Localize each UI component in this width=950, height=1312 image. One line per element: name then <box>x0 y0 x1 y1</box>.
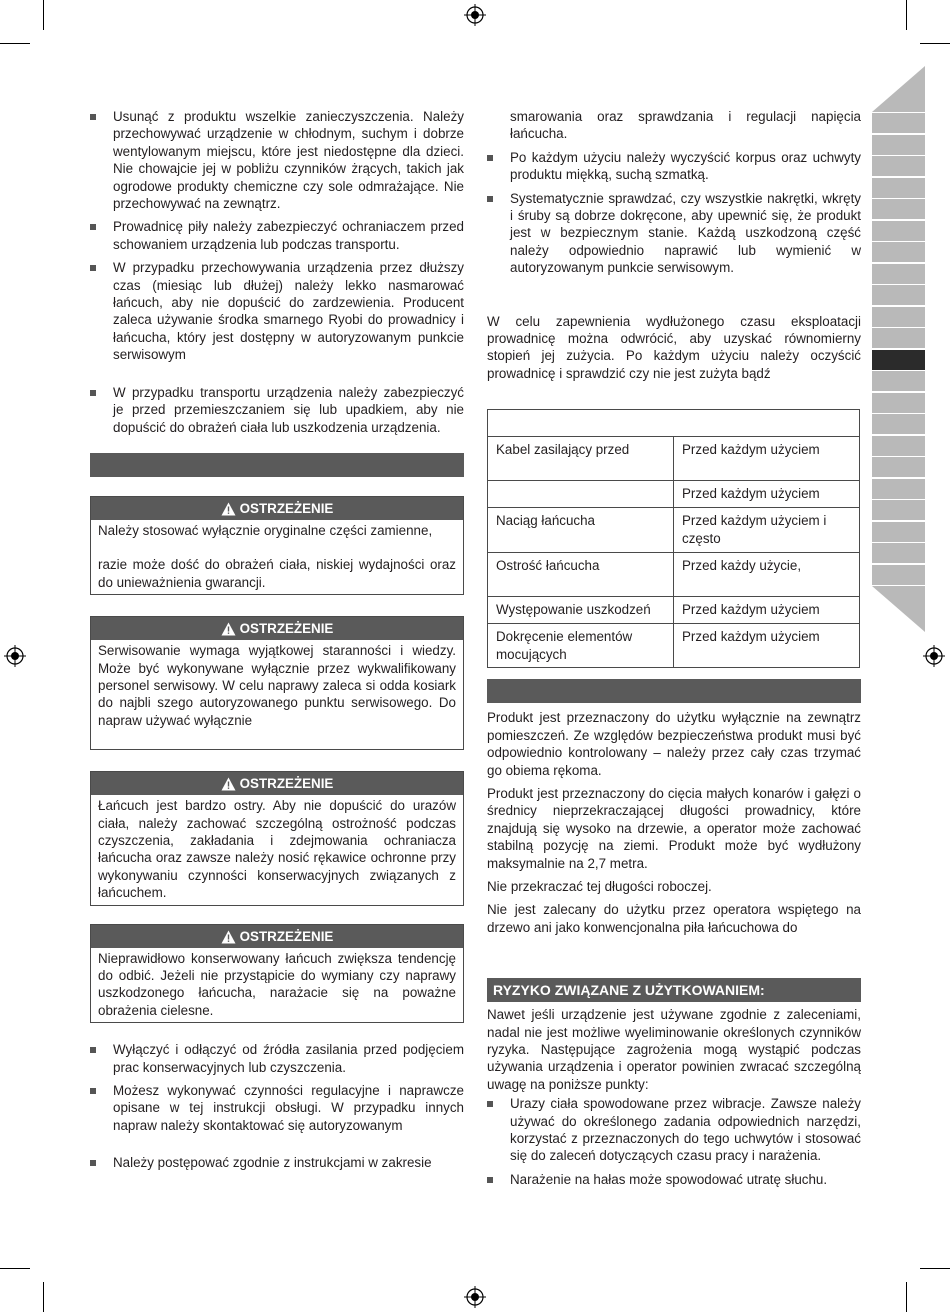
side-tab <box>872 371 925 391</box>
side-tab <box>872 457 925 477</box>
table-cell-item: Występowanie uszkodzeń <box>488 597 674 624</box>
table-cell-item: Ostrość łańcucha <box>488 553 674 597</box>
warning-line: Należy stosować wyłącznie oryginalne części zamienne, <box>98 522 433 538</box>
warning-text <box>91 948 463 1023</box>
list-item: Możesz wykonywać czynności regulacyjne i naprawcze opisane w tej instrukcji obsługi. W przypadku innych napraw należy skontaktować się autoryzowanym <box>90 1082 464 1134</box>
list-item: Prowadnicę piły należy zabezpieczyć ochraniaczem przed schowaniem urządzenia lub podczas transportu. <box>90 218 464 253</box>
crop-line <box>43 1282 44 1312</box>
side-tab <box>872 199 925 219</box>
use-paragraph: Produkt jest przeznaczony do cięcia małych konarów i gałęzi o średnicy nieprzekraczającej długości prowadnicy, które znajdują się wysoko na drzewie, a operator może zachować stabilną pozycję na ziemi. Produkt może być wydłużony maksymalnie na 2,7 metra. <box>487 785 861 871</box>
side-tab <box>872 135 925 155</box>
list-item: Systematycznie sprawdzać, czy wszystkie nakrętki, wkręty i śruby są dobrze dokręcone, aby upewnić się, że produkt jest w bezpiecznym stanie. Każdą uszkodzoną część należy odpowiednio naprawić lub wymienić w autoryzowanym punkcie serwisowym. <box>487 190 861 277</box>
side-tab <box>872 522 925 542</box>
warning-header <box>91 617 463 640</box>
side-tab-header <box>872 66 925 112</box>
table-row <box>488 437 860 481</box>
warning-box <box>90 771 464 905</box>
side-tab <box>872 543 925 563</box>
warning-line: Nieprawidłowo konserwowany łańcuch zwiększa tendencję do odbić. Jeżeli nie przystąpicie do wymiany czy naprawy uszkodzonego łańcucha, narażacie się na poważne obrażenia cielesne. <box>98 950 456 1018</box>
use-paragraph: Produkt jest przeznaczony do użytku wyłącznie na zewnątrz pomieszczeń. Ze względów bezpieczeństwa produkt musi być odpowiednio kontrolowany – należy przez cały czas trzymać go obiema rękoma. <box>487 710 861 778</box>
warning-title: OSTRZEŻENIE <box>239 776 334 792</box>
table-row <box>488 508 860 553</box>
side-tab <box>872 242 925 262</box>
warning-line: Serwisowanie wymaga wyjątkowej staranności i wiedzy. Może być wykonywane wyłącznie przez wykwalifikowany personel serwisowy. W celu naprawy zaleca si odda kosiark do najbli szego autoryzowanego punktu serwisowego. Do napraw używać wyłącznie <box>98 643 456 728</box>
registration-mark-left <box>4 645 26 667</box>
crop-line <box>0 43 30 44</box>
storage-bullets-2 <box>90 384 464 436</box>
warning-title: OSTRZEŻENIE <box>239 621 334 637</box>
registration-mark-bottom <box>464 1286 486 1308</box>
risk-heading: RYZYKO ZWIĄZANE Z UŻYTKOWANIEM: <box>487 978 861 1002</box>
warning-header <box>91 497 463 520</box>
warning-text <box>91 795 463 904</box>
warning-line: razie może dość do obrażeń ciała, niskiej wydajności oraz do unieważnienia gwarancji. <box>98 557 456 590</box>
warning-triangle-icon <box>221 502 236 516</box>
warning-title: OSTRZEŻENIE <box>239 500 334 516</box>
crop-line <box>43 0 44 30</box>
registration-mark-right <box>923 645 945 667</box>
side-tab <box>872 156 925 176</box>
table-row <box>488 553 860 597</box>
crop-line <box>920 43 950 44</box>
table-cell-interval: Przed każdym użyciem i często <box>674 508 860 553</box>
list-item: W przypadku przechowywania urządzenia przez dłuższy czas (miesiąc lub dłużej) należy lekko nasmarować łańcuch, aby nie dopuścić do zardzewienia. Producent zaleca używanie środka smarnego Ryobi do prowadnicy i łańcucha, który jest dostępny w autoryzowanym punkcie serwisowym <box>90 259 464 363</box>
list-item: Urazy ciała spowodowane przez wibracje. Zawsze należy używać do określonego zadania odpowiednich narzędzi, korzystać z przeznaczonych do tego uchwytów i stosować się do zaleceń dotyczących czasu pracy i narażenia. <box>487 1095 861 1165</box>
list-item: W przypadku transportu urządzenia należy zabezpieczyć je przed przemieszczaniem się lub upadkiem, aby nie dopuścić do obrażeń ciała lub uszkodzenia urządzenia. <box>90 384 464 436</box>
table-header <box>488 410 860 437</box>
table-cell-interval: Przed każdy użycie, <box>674 553 860 597</box>
list-item: Usunąć z produktu wszelkie zanieczyszczenia. Należy przechowywać urządzenie w chłodnym, suchym i dobrze wentylowanym miejscu, które jest niedostępne dla dzieci. Nie chowajcie jej w pobliżu czynników żrących, takich jak ogrodowe produkty chemiczne czy sole odmrażające. Nie przechowywać na zewnątrz. <box>90 108 464 212</box>
risk-paragraph: Nawet jeśli urządzenie jest używane zgodnie z zaleceniami, nadal nie jest możliwe wyeliminowanie określonych czynników ryzyka. Następujące zagrożenia mogą wystąpić podczas używania urządzenia i operator powinien zwracać szczególną uwagę na poniższe punkty: <box>487 1007 861 1092</box>
guide-bar-paragraph: W celu zapewnienia wydłużonego czasu eksploatacji prowadnicę można odwrócić, aby uzyskać równomierny stopień jej zużycia. Po każdym użyciu należy oczyścić prowadnicę i sprawdzić czy nie jest zużyta bądź <box>487 313 861 381</box>
side-tab-footer <box>872 586 925 632</box>
right-column <box>487 108 861 1194</box>
crop-line <box>0 1268 30 1269</box>
warning-box <box>90 924 464 1024</box>
list-item: smarowania oraz sprawdzania i regulacji napięcia łańcucha. <box>510 109 861 142</box>
table-cell-interval: Przed każdym użyciem <box>674 597 860 624</box>
section-band-intended-use <box>487 679 861 703</box>
warning-line: Łańcuch jest bardzo ostry. Aby nie dopuścić do urazów ciała, należy zachować szczególną ostrożność podczas czyszczenia, zakładania i zdejmowania ochraniacza łańcucha oraz zawsze należy nosić rękawice ochronne przy wykonywaniu czynności konserwacyjnych związanych z łańcuchem. <box>98 798 456 901</box>
side-tab <box>872 328 925 348</box>
maintenance-bullets <box>90 1041 464 1134</box>
table-cell-interval: Przed każdym użyciem <box>674 624 860 668</box>
warning-header <box>91 925 463 948</box>
side-tab <box>872 264 925 284</box>
use-paragraph: Nie przekraczać tej długości roboczej. <box>487 878 712 894</box>
side-tab <box>872 479 925 499</box>
warning-text <box>91 520 463 594</box>
side-tab <box>872 436 925 456</box>
crop-line <box>906 0 907 30</box>
side-tab <box>872 565 925 585</box>
table-cell-item <box>488 481 674 508</box>
warning-triangle-icon <box>221 777 236 791</box>
list-item: Należy postępować zgodnie z instrukcjami w zakresie <box>90 1154 464 1171</box>
list-item: Narażenie na hałas może spowodować utratę słuchu. <box>487 1171 861 1188</box>
table-row <box>488 481 860 508</box>
crop-line <box>906 1282 907 1312</box>
left-column <box>90 108 464 1178</box>
table-cell-item: Kabel zasilający przed <box>488 437 674 481</box>
table-cell-interval: Przed każdym użyciem <box>674 481 860 508</box>
registration-mark-top <box>464 4 486 26</box>
warning-triangle-icon <box>221 930 236 944</box>
side-tab <box>872 178 925 198</box>
risk-bullets <box>487 1095 861 1188</box>
warning-box <box>90 616 464 750</box>
side-tab <box>872 393 925 413</box>
maintenance-bullets-2 <box>90 1154 464 1171</box>
maintenance-bullets-continued <box>487 108 861 277</box>
list-item: Wyłączyć i odłączyć od źródła zasilania przed podjęciem prac konserwacyjnych lub czyszczenia. <box>90 1041 464 1076</box>
crop-line <box>920 1268 950 1269</box>
side-tab <box>872 221 925 241</box>
warning-text <box>91 640 463 749</box>
list-item: Po każdym użyciu należy wyczyścić korpus oraz uchwyty produktu miękką, suchą szmatką. <box>487 149 861 184</box>
maintenance-table <box>487 409 860 668</box>
side-tab <box>872 350 925 370</box>
warning-box <box>90 496 464 595</box>
table-cell-interval: Przed każdym użyciem <box>674 437 860 481</box>
side-tab <box>872 414 925 434</box>
warning-triangle-icon <box>221 622 236 636</box>
table-row <box>488 597 860 624</box>
table-cell-item: Dokręcenie elementów mocujących <box>488 624 674 668</box>
side-tab <box>872 285 925 305</box>
section-band-maintenance <box>90 453 464 477</box>
warning-title: OSTRZEŻENIE <box>239 928 334 944</box>
table-cell-item: Naciąg łańcucha <box>488 508 674 553</box>
side-tab <box>872 113 925 133</box>
use-paragraph: Nie jest zalecany do użytku przez operatora wspiętego na drzewo ani jako konwencjonalna piła łańcuchowa do <box>487 902 861 935</box>
side-tab <box>872 307 925 327</box>
warning-header <box>91 772 463 795</box>
storage-bullets <box>90 108 464 364</box>
table-row <box>488 624 860 668</box>
side-tab <box>872 500 925 520</box>
